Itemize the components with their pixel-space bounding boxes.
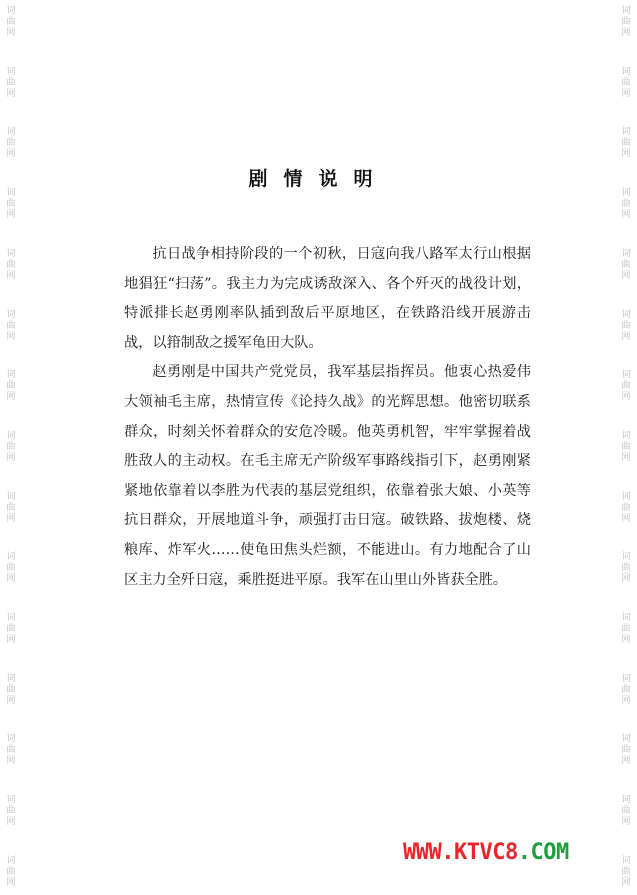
side-watermark-char: 词 — [621, 66, 631, 77]
side-watermark-char: 网 — [6, 635, 16, 646]
side-watermark-char: 网 — [6, 392, 16, 403]
side-watermark-char: 曲 — [621, 259, 631, 270]
side-watermark-char: 词 — [621, 430, 631, 441]
side-watermark-char: 词 — [6, 613, 16, 624]
side-watermark-group — [6, 6, 15, 39]
side-watermark-group — [6, 188, 15, 221]
side-watermark-group — [6, 249, 15, 282]
side-watermark-char: 网 — [621, 149, 631, 160]
side-watermark-char: 词 — [6, 370, 16, 381]
side-watermark-char: 词 — [6, 552, 16, 563]
side-watermark-char: 曲 — [621, 138, 631, 149]
side-watermark-group — [6, 310, 15, 343]
side-watermark-char: 曲 — [6, 320, 16, 331]
side-watermark-group — [621, 674, 630, 707]
side-watermark-char: 曲 — [6, 684, 16, 695]
side-watermark-char: 网 — [621, 695, 631, 706]
side-watermark-char: 曲 — [621, 77, 631, 88]
side-watermark-char: 曲 — [621, 563, 631, 574]
side-watermark-char: 词 — [6, 248, 16, 259]
side-watermark-char: 词 — [621, 795, 631, 806]
side-watermark-char: 曲 — [6, 381, 16, 392]
side-watermark-char: 曲 — [621, 684, 631, 695]
side-watermark-char: 词 — [6, 734, 16, 745]
side-watermark-char: 词 — [621, 248, 631, 259]
page-title: 剧情说明 — [248, 168, 389, 190]
side-watermark-char: 词 — [6, 673, 16, 684]
side-watermark-char: 曲 — [621, 745, 631, 756]
side-watermark-char: 网 — [621, 513, 631, 524]
side-watermark-char: 词 — [6, 188, 16, 199]
watermark-domain: WWW.KTVC8 — [403, 840, 518, 865]
side-watermark-char: 网 — [6, 28, 16, 38]
side-watermark-char: 网 — [6, 331, 16, 342]
side-watermark-char: 网 — [621, 270, 631, 281]
paragraph-1: 抗日战争相持阶段的一个初秋，日寇向我八路军太行山根据地猖狂“扫荡”。我主力为完成诱敌深入、各个歼灭的战役计划，特派排长赵勇刚率队插到敌后平原地区，在铁路沿线开展游击战，以箝制敌之援军龟田大队。 — [124, 246, 531, 351]
side-watermark-char: 词 — [6, 430, 16, 441]
side-watermark-char: 曲 — [621, 502, 631, 513]
side-watermark-group — [6, 492, 15, 525]
side-watermark-char: 词 — [621, 673, 631, 684]
side-watermark-group — [621, 249, 630, 282]
side-watermark-char: 网 — [621, 331, 631, 342]
left-watermark-column — [2, 0, 20, 895]
side-watermark-char: 曲 — [6, 441, 16, 452]
side-watermark-char: 网 — [6, 574, 16, 585]
side-watermark-group — [621, 795, 630, 828]
side-watermark-char: 词 — [621, 127, 631, 138]
side-watermark-char: 曲 — [621, 806, 631, 817]
side-watermark-char: 曲 — [6, 866, 16, 877]
side-watermark-char: 网 — [621, 574, 631, 585]
side-watermark-group — [6, 370, 15, 403]
watermark-tld: .COM — [517, 840, 569, 865]
side-watermark-group — [621, 6, 630, 39]
side-watermark-char: 网 — [6, 817, 16, 828]
side-watermark-char: 曲 — [6, 77, 16, 88]
side-watermark-char: 曲 — [6, 624, 16, 635]
side-watermark-group — [621, 552, 630, 585]
side-watermark-char: 词 — [6, 127, 16, 138]
side-watermark-group — [6, 734, 15, 767]
side-watermark-group — [6, 431, 15, 464]
side-watermark-char: 网 — [6, 695, 16, 706]
side-watermark-char: 网 — [621, 756, 631, 767]
side-watermark-group — [621, 67, 630, 100]
side-watermark-char: 曲 — [6, 17, 16, 27]
side-watermark-char: 曲 — [6, 199, 16, 210]
side-watermark-char: 网 — [621, 877, 631, 888]
side-watermark-char: 曲 — [621, 866, 631, 877]
side-watermark-group — [621, 431, 630, 464]
side-watermark-char: 词 — [621, 491, 631, 502]
side-watermark-char: 词 — [6, 309, 16, 320]
side-watermark-char: 词 — [6, 855, 16, 866]
side-watermark-char: 网 — [6, 877, 16, 888]
side-watermark-char: 曲 — [621, 441, 631, 452]
side-watermark-char: 词 — [621, 855, 631, 866]
side-watermark-group — [621, 856, 630, 889]
side-watermark-char: 词 — [6, 6, 16, 16]
side-watermark-char: 网 — [6, 513, 16, 524]
side-watermark-char: 曲 — [621, 381, 631, 392]
side-watermark-group — [6, 674, 15, 707]
side-watermark-char: 词 — [621, 370, 631, 381]
side-watermark-char: 网 — [6, 452, 16, 463]
side-watermark-group — [6, 552, 15, 585]
side-watermark-char: 曲 — [621, 17, 631, 27]
side-watermark-char: 网 — [621, 392, 631, 403]
side-watermark-char: 网 — [621, 635, 631, 646]
side-watermark-group — [6, 67, 15, 100]
side-watermark-char: 网 — [621, 452, 631, 463]
side-watermark-group — [621, 613, 630, 646]
side-watermark-group — [6, 127, 15, 160]
side-watermark-char: 网 — [621, 210, 631, 221]
side-watermark-char: 词 — [621, 734, 631, 745]
paragraph-2: 赵勇刚是中国共产党党员，我军基层指挥员。他衷心热爱伟大领袖毛主席，热情宣传《论持久战》的光辉思想。他密切联系群众，时刻关怀着群众的安危冷暖。他英勇机智，牢牢掌握着战胜敌人的主动权。在毛主席无产阶级军事路线指引下，赵勇刚紧紧地依靠着以李胜为代表的基层党组织，依靠着张大娘、小英等抗日群众，开展地道斗争，顽强打击日寇。破铁路、拔炮楼、烧粮库、炸军火……使龟田焦头烂额，不能进山。有力地配合了山区主力全歼日寇，乘胜挺进平原。我军在山里山外皆获全胜。 — [124, 364, 531, 588]
side-watermark-char: 曲 — [6, 138, 16, 149]
side-watermark-char: 词 — [6, 491, 16, 502]
side-watermark-char: 网 — [6, 88, 16, 99]
side-watermark-char: 词 — [621, 309, 631, 320]
side-watermark-char: 曲 — [6, 259, 16, 270]
side-watermark-char: 曲 — [621, 199, 631, 210]
side-watermark-char: 词 — [621, 6, 631, 16]
side-watermark-char: 网 — [621, 817, 631, 828]
side-watermark-group — [621, 492, 630, 525]
side-watermark-group — [6, 795, 15, 828]
side-watermark-char: 网 — [6, 270, 16, 281]
side-watermark-char: 词 — [621, 613, 631, 624]
side-watermark-group — [6, 856, 15, 889]
site-watermark — [403, 840, 569, 865]
side-watermark-char: 曲 — [6, 806, 16, 817]
side-watermark-char: 词 — [6, 66, 16, 77]
side-watermark-group — [621, 734, 630, 767]
side-watermark-char: 词 — [621, 552, 631, 563]
side-watermark-group — [621, 310, 630, 343]
side-watermark-char: 网 — [6, 149, 16, 160]
side-watermark-char: 曲 — [6, 502, 16, 513]
side-watermark-char: 词 — [6, 795, 16, 806]
side-watermark-char: 网 — [6, 210, 16, 221]
side-watermark-group — [6, 613, 15, 646]
synopsis-body — [124, 240, 531, 595]
side-watermark-char: 网 — [621, 88, 631, 99]
side-watermark-group — [621, 370, 630, 403]
side-watermark-char: 网 — [6, 756, 16, 767]
side-watermark-group — [621, 127, 630, 160]
side-watermark-char: 网 — [621, 28, 631, 38]
side-watermark-char: 词 — [621, 188, 631, 199]
right-watermark-column — [617, 0, 635, 895]
side-watermark-char: 曲 — [6, 745, 16, 756]
side-watermark-char: 曲 — [621, 320, 631, 331]
side-watermark-char: 曲 — [6, 563, 16, 574]
side-watermark-char: 曲 — [621, 624, 631, 635]
side-watermark-group — [621, 188, 630, 221]
